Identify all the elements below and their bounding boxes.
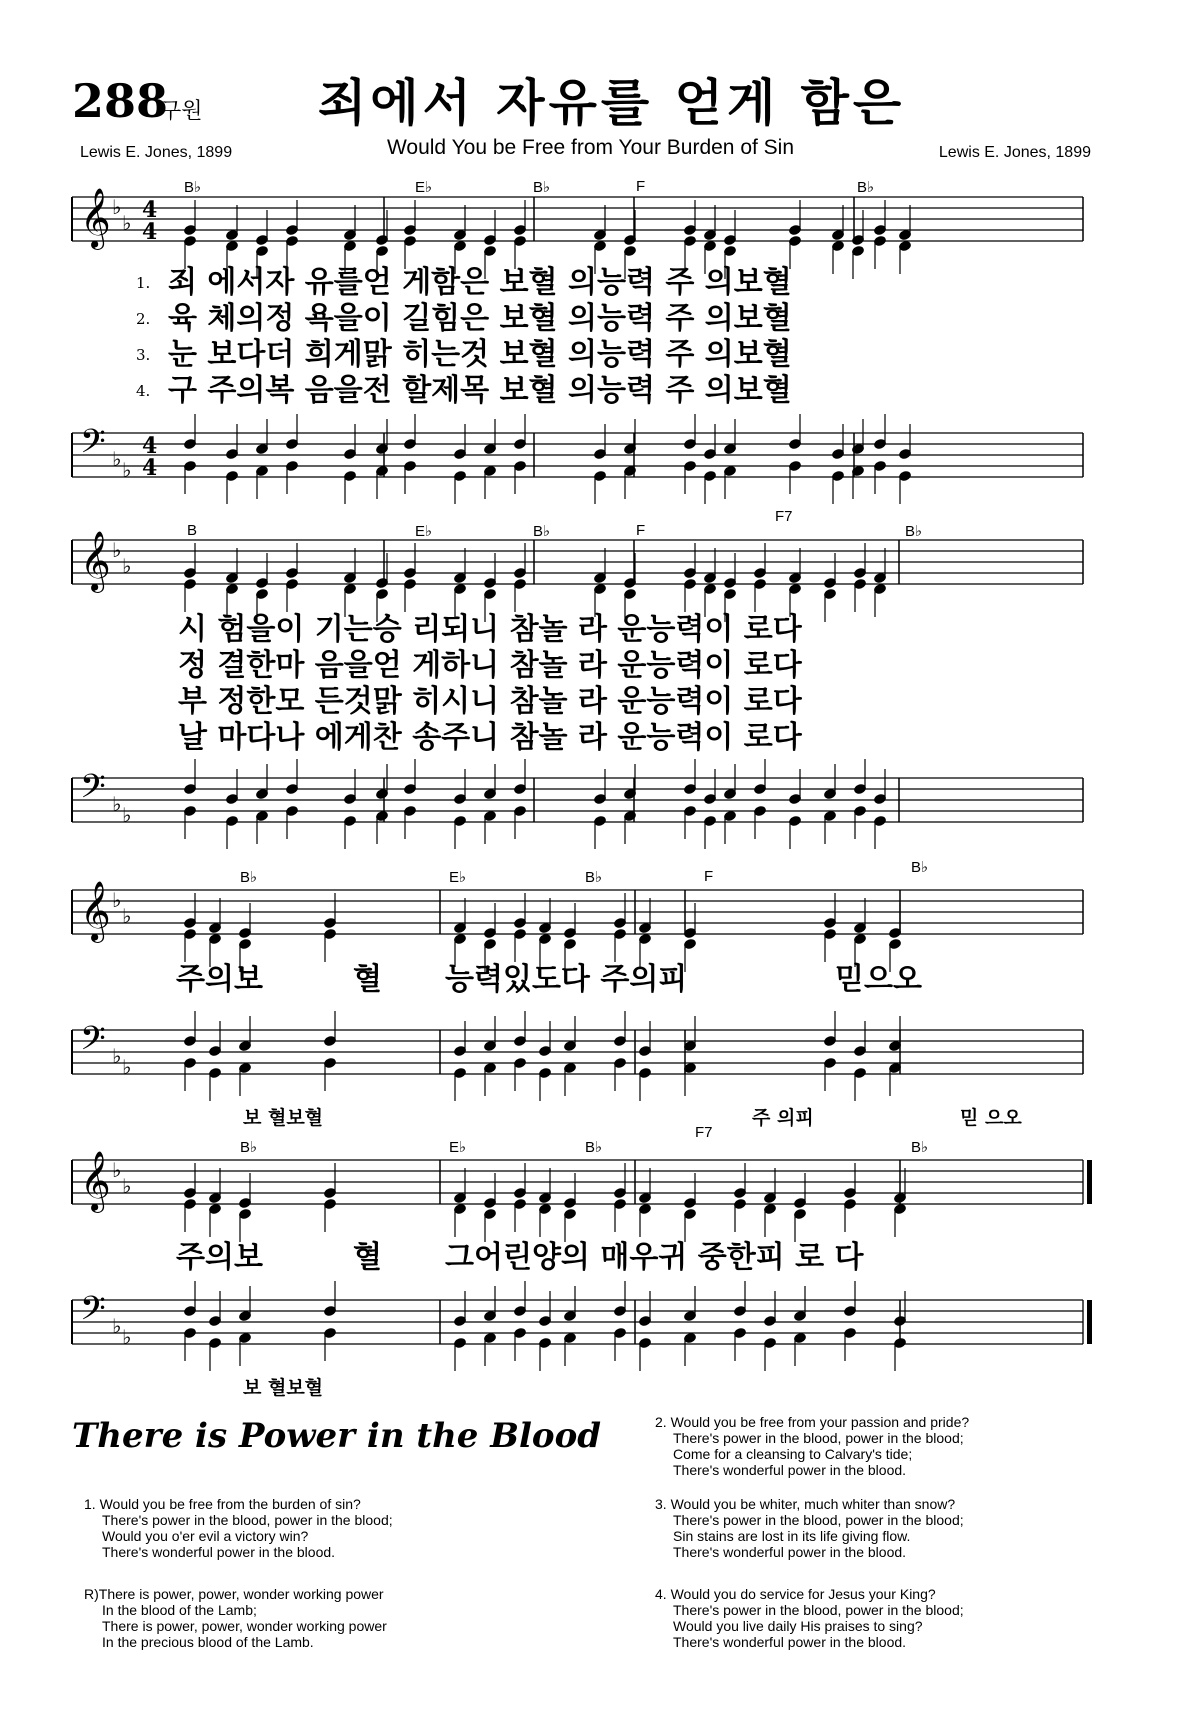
treble-clef-icon: 𝄞 [80,531,111,591]
flat-icon: ♭ [122,1325,132,1349]
chord-symbol: F [636,522,646,539]
flat-icon: ♭ [112,195,122,219]
treble-staff [0,188,1181,257]
english-refrain: R)There is power, power, wonder working power In the blood of the Lamb; There is power, power, wonder working power In the precious blood of the Lamb. [84,1586,387,1650]
flat-icon: ♭ [112,538,122,562]
chord-symbol: B♭ [857,179,875,196]
bass-lyric: 믿 으오 [960,1107,1022,1129]
english-verse-2: 2. Would you be free from your passion and pride? There's power in the blood, power in the blood; Come for a cleansing to Calvary's tide; There's wonderful power in the blood. [655,1414,970,1478]
flat-icon: ♭ [122,211,132,235]
staff-lines [72,890,1083,934]
staff-lines [72,1160,1083,1204]
chord-symbol: B [187,522,198,539]
hymn-number: 288 [72,74,169,128]
chord-symbol: B♭ [905,523,923,540]
bass-clef-icon: 𝄢 [80,1020,106,1066]
flat-icon: ♭ [122,803,132,827]
chord-symbol: E♭ [415,523,433,540]
chord-symbol: B♭ [585,869,603,886]
flat-icon: ♭ [112,792,122,816]
chord-symbol: B♭ [533,523,551,540]
english-subtitle: Would You be Free from Your Burden of Sin [386,136,795,159]
chord-symbol: B♭ [240,869,258,886]
english-verse-3: 3. Would you be whiter, much whiter than snow? There's power in the blood, power in the blood; Sin stains are lost in its life giving flow. There's wonderful power in the blood. [655,1496,964,1560]
hymn-category: 구원 [160,99,203,124]
chord-symbol: B♭ [184,179,202,196]
flat-icon: ♭ [112,888,122,912]
staff-lines [72,433,1083,477]
bass-clef-icon: 𝄢 [80,1290,106,1336]
flat-icon: ♭ [112,1158,122,1182]
bass-lyric: 주 의피 [752,1107,814,1129]
flat-icon: ♭ [122,904,132,928]
staff-lines [72,1300,1083,1344]
chord-symbol: E♭ [415,179,433,196]
chord-symbol: B♭ [911,859,929,876]
chord-symbol: F [636,178,646,195]
treble-clef-icon: 𝄞 [80,188,111,248]
treble-clef-icon: 𝄞 [80,1151,111,1211]
staff-lines [72,1030,1083,1074]
flat-icon: ♭ [122,554,132,578]
flat-icon: ♭ [122,458,132,482]
english-verse-1: 1. Would you be free from the burden of sin? There's power in the blood, power in the blood; Would you o'er evil a victory win? There's wonderful power in the blood. [84,1496,393,1560]
final-barline [1087,1160,1092,1204]
bass-clef-icon: 𝄢 [80,768,106,814]
chord-symbol: F7 [695,1124,713,1141]
time-signature: 4 [142,219,158,245]
chord-symbol: E♭ [449,1139,467,1156]
treble-staff [0,881,1181,950]
time-signature: 4 [142,433,158,459]
english-title: There is Power in the Blood [72,1416,602,1456]
chord-symbol: E♭ [449,869,467,886]
time-signature: 4 [142,197,158,223]
bass-staff [0,423,1181,493]
bass-staff [0,768,1181,838]
english-verse-4: 4. Would you do service for Jesus your King? There's power in the blood, power in the blood; Would you live daily His praises to sing? There's wonderful power in the blood. [655,1586,964,1650]
staff-lines [72,778,1083,822]
treble-clef-icon: 𝄞 [80,881,111,941]
credit-right: Lewis E. Jones, 1899 [938,144,1091,161]
time-signature: 4 [142,455,158,481]
bass-lyric: 보 혈보혈 [243,1107,324,1129]
credit-left: Lewis E. Jones, 1899 [80,144,233,161]
bass-staff [0,1290,1181,1360]
chord-symbol: B♭ [585,1139,603,1156]
flat-icon: ♭ [112,1044,122,1068]
flat-icon: ♭ [112,447,122,471]
staff-lines [72,197,1083,241]
treble-staff [0,1151,1181,1220]
chord-symbol: F [704,868,714,885]
chord-symbol: F7 [775,508,793,525]
chord-symbol: B♭ [240,1139,258,1156]
treble-staff [0,531,1181,600]
staff-lines [72,540,1083,584]
bass-clef-icon: 𝄢 [80,423,106,469]
flat-icon: ♭ [112,1314,122,1338]
flat-icon: ♭ [122,1055,132,1079]
final-barline [1087,1300,1092,1344]
flat-icon: ♭ [122,1174,132,1198]
chord-symbol: B♭ [911,1139,929,1156]
korean-title: 죄에서 자유를 얻게 함은 [318,74,906,132]
bass-lyric: 보 혈보혈 [243,1377,324,1399]
bass-staff [0,1020,1181,1090]
chord-symbol: B♭ [533,179,551,196]
